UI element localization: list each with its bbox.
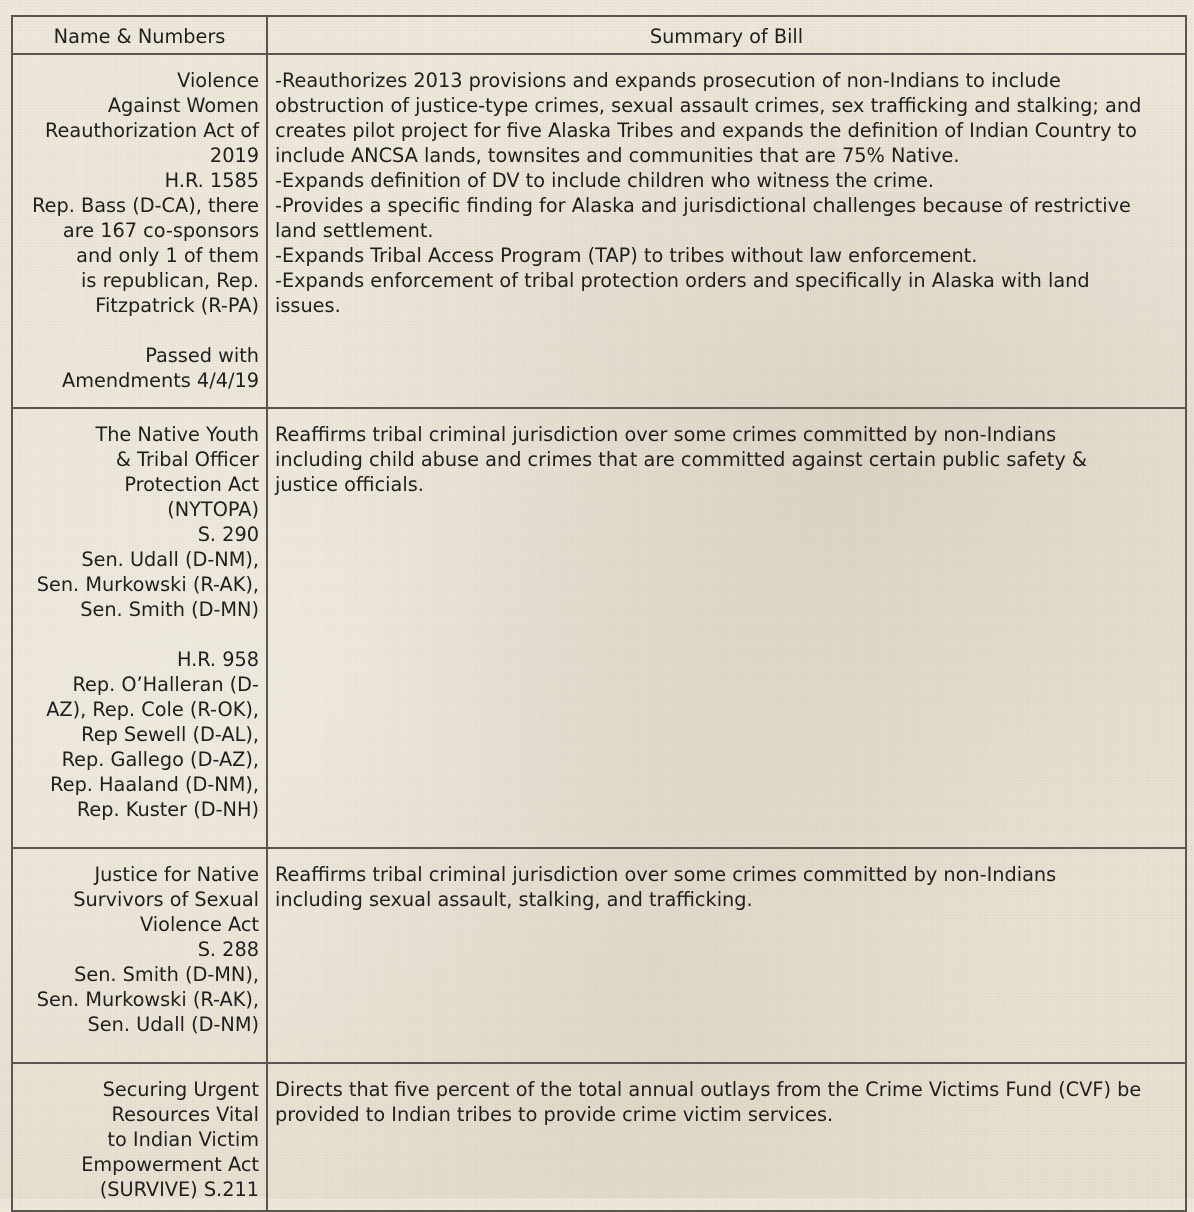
bill-summary-cell: -Reauthorizes 2013 provisions and expands prosecution of non-Indians to include obstruction of justice-type crimes, sexual assault crimes, sex trafficking and stalking; and creates pilot project for five Alaska Tribes and expands the definition of Indian Country to include ANCSA lands, townsites and communities that are 75% Native. -Expands definition of DV to include children who witness the crime. -Provides a specific finding for Alaska and jurisdictional challenges because of restrictive land settlement. -Expands Tribal Access Program (TAP) to tribes without law enforcement. -Expands enforcement of tribal protection orders and specifically in Alaska with land issues. — [267, 54, 1186, 408]
bill-name-cell: The Native Youth & Tribal Officer Protection Act (NYTOPA) S. 290 Sen. Udall (D-NM), Sen. Murkowski (R-AK), Sen. Smith (D-MN) H.R. 958 Rep. O’Halleran (D- AZ), Rep. Cole (R-OK), Rep Sewell (D-AL), Rep. Gallego (D-AZ), Rep. Haaland (D-NM), Rep. Kuster (D-NH) — [12, 408, 267, 848]
header-row — [12, 16, 1186, 54]
bill-summary-cell: Reaffirms tribal criminal jurisdiction over some crimes committed by non-Indians including child abuse and crimes that are committed against certain public safety & justice officials. — [267, 408, 1186, 848]
bills-table — [11, 15, 1187, 1212]
bill-name-cell: Securing Urgent Resources Vital to Indian Victim Empowerment Act (SURVIVE) S.211 — [12, 1063, 267, 1211]
bill-name-cell: Violence Against Women Reauthorization Act of 2019 H.R. 1585 Rep. Bass (D-CA), there are 167 co-sponsors and only 1 of them is republican, Rep. Fitzpatrick (R-PA) Passed with Amendments 4/4/19 — [12, 54, 267, 408]
column-header-name-numbers: Name & Numbers — [12, 16, 267, 54]
column-header-summary: Summary of Bill — [267, 16, 1186, 54]
table-row — [12, 848, 1186, 1063]
table-row — [12, 408, 1186, 848]
table-row — [12, 54, 1186, 408]
bill-summary-cell: Directs that five percent of the total annual outlays from the Crime Victims Fund (CVF) be provided to Indian tribes to provide crime victim services. — [267, 1063, 1186, 1211]
bill-summary-cell: Reaffirms tribal criminal jurisdiction over some crimes committed by non-Indians including sexual assault, stalking, and trafficking. — [267, 848, 1186, 1063]
bill-name-cell: Justice for Native Survivors of Sexual Violence Act S. 288 Sen. Smith (D-MN), Sen. Murkowski (R-AK), Sen. Udall (D-NM) — [12, 848, 267, 1063]
table-row — [12, 1063, 1186, 1211]
